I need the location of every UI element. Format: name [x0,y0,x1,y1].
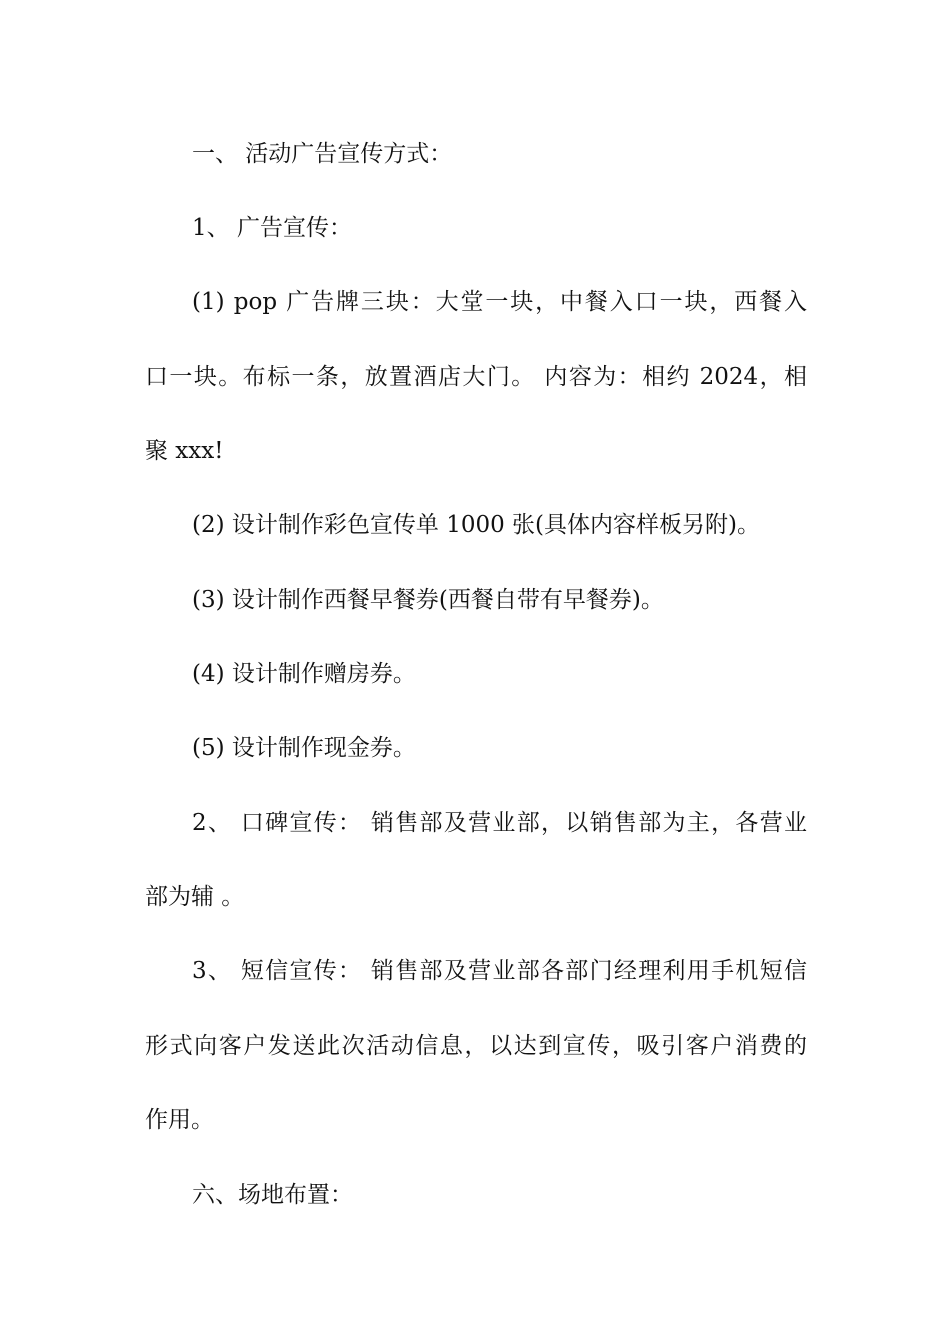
paragraph-line-item-1-end: 聚 xxx! [145,438,224,464]
paragraph-line-sms-end: 作用。 [145,1107,214,1133]
paragraph-line-word-of-mouth: 2、 口碑宣传： 销售部及营业部，以销售部为主，各营业 [192,810,807,836]
section-heading-ad-methods: 一、 活动广告宣传方式： [192,141,453,167]
paragraph-line-word-of-mouth-end: 部为辅 。 [145,884,245,910]
section-heading-venue: 六、场地布置： [192,1182,353,1208]
list-item-2: (2) 设计制作彩色宣传单 1000 张(具体内容样板另附)。 [192,512,760,538]
list-item-4: (4) 设计制作赠房券。 [192,661,416,687]
paragraph-line-sms: 3、 短信宣传： 销售部及营业部各部门经理利用手机短信 [192,958,807,984]
paragraph-line-item-1-cont: 口一块。布标一条，放置酒店大门。 内容为：相约 2024，相 [145,364,807,390]
subheading-ad-publicity: 1、 广告宣传： [192,215,352,241]
list-item-5: (5) 设计制作现金券。 [192,735,416,761]
paragraph-line-item-1: (1) pop 广告牌三块：大堂一块，中餐入口一块，西餐入 [192,289,807,315]
list-item-3: (3) 设计制作西餐早餐券(西餐自带有早餐券)。 [192,587,664,613]
paragraph-line-sms-cont: 形式向客户发送此次活动信息，以达到宣传，吸引客户消费的 [145,1033,807,1059]
